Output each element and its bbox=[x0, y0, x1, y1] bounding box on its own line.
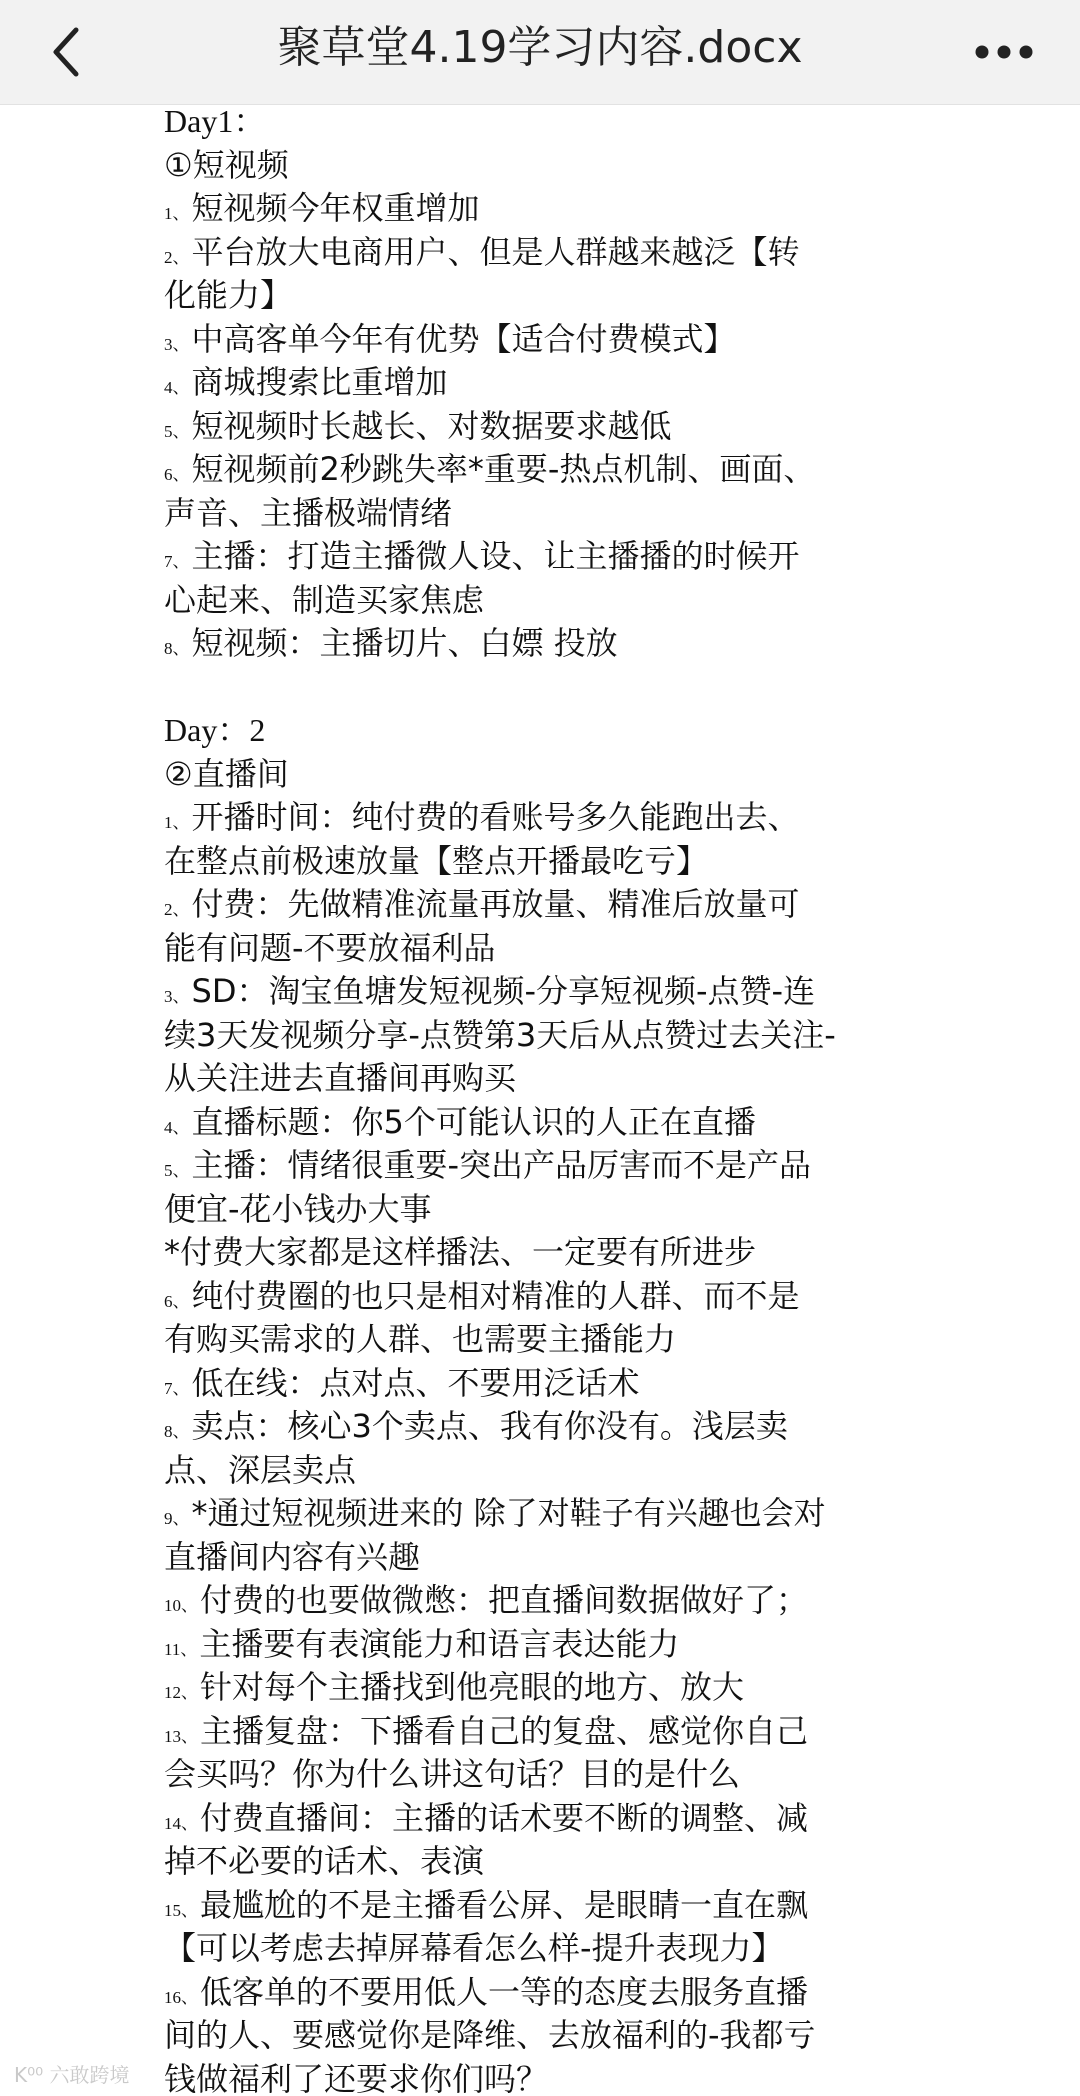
list-item-line bbox=[164, 1579, 934, 1623]
list-item-line bbox=[164, 1231, 934, 1275]
list-item-number: 11、 bbox=[164, 1639, 198, 1659]
list-item bbox=[164, 622, 934, 666]
list-item-text: 开播时间：纯付费的看账号多久能跑出去、 bbox=[191, 798, 800, 836]
list-item bbox=[164, 1971, 934, 2096]
list-item-line bbox=[164, 1797, 934, 1841]
list-item bbox=[164, 1231, 934, 1275]
list-item-text: 直播间内容有兴趣 bbox=[164, 1537, 421, 1576]
list-item-text: 钱做福利了还要求你们吗？ bbox=[164, 2059, 549, 2096]
list-item bbox=[164, 1710, 934, 1797]
list-item bbox=[164, 970, 934, 1101]
list-item-text: 低在线：点对点、不要用泛话术 bbox=[191, 1363, 640, 1402]
list-item-line bbox=[164, 1971, 934, 2015]
list-item-line bbox=[164, 361, 934, 405]
list-item-line bbox=[164, 492, 934, 536]
list-item bbox=[164, 1623, 934, 1667]
list-item-text: 付费的也要做微憋：把直播间数据做好了； bbox=[200, 1581, 809, 1619]
list-item-line bbox=[164, 1318, 934, 1362]
list-item-number: 13、 bbox=[164, 1726, 198, 1746]
list-item-line bbox=[164, 318, 934, 362]
list-item-text: 中高客单今年有优势【适合付费模式】 bbox=[191, 319, 736, 358]
list-item-number: 12、 bbox=[164, 1683, 198, 1702]
list-item-text: 纯付费圈的也只是相对精准的人群、而不是 bbox=[191, 1276, 800, 1315]
list-item-text: 便宜-花小钱办大事 bbox=[164, 1189, 432, 1228]
list-item-text: 平台放大电商用户、但是人群越来越泛【转 bbox=[191, 232, 800, 271]
day1-section-title: ①短视频 bbox=[164, 145, 289, 184]
list-item-line bbox=[164, 1492, 934, 1536]
list-item-line bbox=[164, 187, 934, 231]
list-item-text: 短视频时长越长、对数据要求越低 bbox=[191, 406, 672, 445]
list-item-text: 最尴尬的不是主播看公屏、是眼睛一直在飘 bbox=[200, 1885, 809, 1924]
list-item-text: SD：淘宝鱼塘发短视频-分享短视频-点赞-连 bbox=[191, 972, 816, 1010]
list-item-text: 短视频今年权重增加 bbox=[191, 189, 480, 227]
list-item-text: 低客单的不要用低人一等的态度去服务直播 bbox=[200, 1972, 809, 2011]
list-item bbox=[164, 796, 934, 883]
list-item-line bbox=[164, 883, 934, 927]
list-item-text: 会买吗？你为什么讲这句话？目的是什么 bbox=[164, 1755, 741, 1793]
list-item-number: 16、 bbox=[164, 1987, 198, 2007]
list-item-text: *付费大家都是这样播法、一定要有所进步 bbox=[164, 1233, 757, 1271]
list-item-text: 付费直播间：主播的话术要不断的调整、减 bbox=[200, 1798, 809, 1837]
list-item-text: 从关注进去直播间再购买 bbox=[164, 1059, 517, 1097]
list-item-line bbox=[164, 1710, 934, 1754]
list-item-line bbox=[164, 1362, 934, 1406]
list-item-text: 能有问题-不要放福利品 bbox=[164, 928, 496, 967]
list-item-line bbox=[164, 448, 934, 492]
list-item-number: 1、 bbox=[164, 813, 190, 832]
list-item-text: 付费：先做精准流量再放量、精准后放量可 bbox=[191, 885, 800, 923]
list-item bbox=[164, 883, 934, 970]
day1-heading: Day1： bbox=[164, 103, 266, 139]
list-item bbox=[164, 1884, 934, 1971]
list-item-text: 直播标题：你5个可能认识的人正在直播 bbox=[191, 1102, 756, 1141]
document-title: 聚草堂4.19学习内容.docx bbox=[277, 22, 803, 73]
list-item-line bbox=[164, 622, 934, 666]
list-item bbox=[164, 535, 934, 622]
chevron-left-icon bbox=[48, 24, 84, 80]
list-item-text: 声音、主播极端情绪 bbox=[164, 493, 453, 532]
list-item-line bbox=[164, 1275, 934, 1319]
list-item-line bbox=[164, 1144, 934, 1188]
list-item-number: 1、 bbox=[164, 204, 190, 223]
list-item-line bbox=[164, 1014, 934, 1058]
list-item-number: 7、 bbox=[164, 552, 190, 571]
list-item-line bbox=[164, 1057, 934, 1101]
list-item bbox=[164, 1666, 934, 1710]
list-item-line bbox=[164, 1623, 934, 1667]
spacer bbox=[164, 666, 934, 710]
list-item bbox=[164, 1101, 934, 1145]
list-item-text: 主播：情绪很重要-突出产品厉害而不是产品 bbox=[191, 1146, 812, 1184]
list-item-line bbox=[164, 1536, 934, 1580]
list-item-text: 心起来、制造买家焦虑 bbox=[164, 580, 485, 619]
list-item-number: 5、 bbox=[164, 1161, 190, 1180]
list-item-line bbox=[164, 535, 934, 579]
list-item-number: 8、 bbox=[164, 1422, 190, 1441]
list-item-text: 间的人、要感觉你是降维、去放福利的-我都亏 bbox=[164, 2016, 816, 2054]
list-item-line bbox=[164, 274, 934, 318]
list-item-line bbox=[164, 840, 934, 884]
list-item-number: 9、 bbox=[164, 1509, 190, 1528]
list-item-text: 【可以考虑去掉屏幕看怎么样-提升表现力】 bbox=[164, 1929, 784, 1967]
list-item-line bbox=[164, 1449, 934, 1493]
list-item-number: 6、 bbox=[164, 465, 190, 484]
list-item bbox=[164, 318, 934, 362]
list-item-number: 14、 bbox=[164, 1813, 198, 1833]
list-item-line bbox=[164, 1927, 934, 1971]
list-item bbox=[164, 231, 934, 318]
list-item-text: 主播复盘：下播看自己的复盘、感觉你自己 bbox=[200, 1711, 809, 1750]
list-item bbox=[164, 1405, 934, 1492]
list-item bbox=[164, 187, 934, 231]
list-item bbox=[164, 1362, 934, 1406]
list-item bbox=[164, 1579, 934, 1623]
list-item-line bbox=[164, 1884, 934, 1928]
list-item-text: 短视频前2秒跳失率*重要-热点机制、画面、 bbox=[191, 450, 816, 488]
list-item bbox=[164, 1144, 934, 1231]
list-item-text: 卖点：核心3个卖点、我有你没有。浅层卖 bbox=[191, 1407, 788, 1445]
list-item-number: 2、 bbox=[164, 900, 190, 919]
list-item-number: 4、 bbox=[164, 378, 190, 397]
list-item-text: 点、深层卖点 bbox=[164, 1450, 357, 1489]
list-item-number: 8、 bbox=[164, 639, 190, 658]
list-item-text: *通过短视频进来的 除了对鞋子有兴趣也会对 bbox=[191, 1494, 826, 1532]
list-item-number: 2、 bbox=[164, 247, 190, 267]
list-item-line bbox=[164, 2014, 934, 2058]
day1-list bbox=[164, 187, 934, 666]
list-item-line bbox=[164, 970, 934, 1014]
list-item-number: 3、 bbox=[164, 334, 190, 354]
watermark: K⁰⁰ 六敢跨境 bbox=[14, 2063, 130, 2087]
list-item-number: 4、 bbox=[164, 1117, 190, 1137]
list-item-line bbox=[164, 405, 934, 449]
list-item-line bbox=[164, 1405, 934, 1449]
list-item bbox=[164, 361, 934, 405]
list-item-text: 短视频：主播切片、白嫖 投放 bbox=[191, 624, 618, 662]
list-item bbox=[164, 1797, 934, 1884]
list-item-text: 掉不必要的话术、表演 bbox=[164, 1842, 485, 1880]
list-item-text: 主播要有表演能力和语言表达能力 bbox=[199, 1624, 680, 1663]
list-item-number: 5、 bbox=[164, 421, 190, 441]
list-item-number: 3、 bbox=[164, 987, 190, 1006]
list-item-text: 续3天发视频分享-点赞第3天后从点赞过去关注- bbox=[164, 1015, 836, 1054]
day2-heading: Day：2 bbox=[164, 712, 266, 748]
list-item-line bbox=[164, 2058, 934, 2096]
list-item bbox=[164, 1492, 934, 1579]
list-item-line bbox=[164, 927, 934, 971]
list-item-number: 10、 bbox=[164, 1596, 198, 1615]
list-item-line bbox=[164, 1753, 934, 1797]
list-item-text: 有购买需求的人群、也需要主播能力 bbox=[164, 1320, 677, 1358]
list-item-line bbox=[164, 231, 934, 275]
list-item-text: 主播：打造主播微人设、让主播播的时候开 bbox=[191, 537, 800, 575]
list-item-number: 7、 bbox=[164, 1378, 190, 1398]
day2-list bbox=[164, 796, 934, 2096]
list-item-line bbox=[164, 579, 934, 623]
document-body bbox=[164, 100, 934, 2096]
list-item bbox=[164, 405, 934, 449]
list-item bbox=[164, 448, 934, 535]
list-item-text: 针对每个主播找到他亮眼的地方、放大 bbox=[200, 1668, 745, 1706]
list-item bbox=[164, 1275, 934, 1362]
list-item-number: 6、 bbox=[164, 1291, 190, 1311]
list-item-text: 在整点前极速放量【整点开播最吃亏】 bbox=[164, 841, 709, 880]
list-item-number: 15、 bbox=[164, 1900, 198, 1920]
more-options-button[interactable] bbox=[956, 14, 1052, 90]
list-item-line bbox=[164, 1840, 934, 1884]
list-item-text: 商城搜索比重增加 bbox=[191, 363, 448, 401]
top-navigation-bar bbox=[0, 0, 1080, 105]
back-button[interactable] bbox=[28, 14, 104, 90]
list-item-line bbox=[164, 796, 934, 840]
list-item-line bbox=[164, 1188, 934, 1232]
list-item-text: 化能力】 bbox=[164, 276, 293, 314]
more-horizontal-icon bbox=[974, 44, 1034, 60]
list-item-line bbox=[164, 1101, 934, 1145]
list-item-line bbox=[164, 1666, 934, 1710]
day2-section-title: ②直播间 bbox=[164, 754, 289, 793]
